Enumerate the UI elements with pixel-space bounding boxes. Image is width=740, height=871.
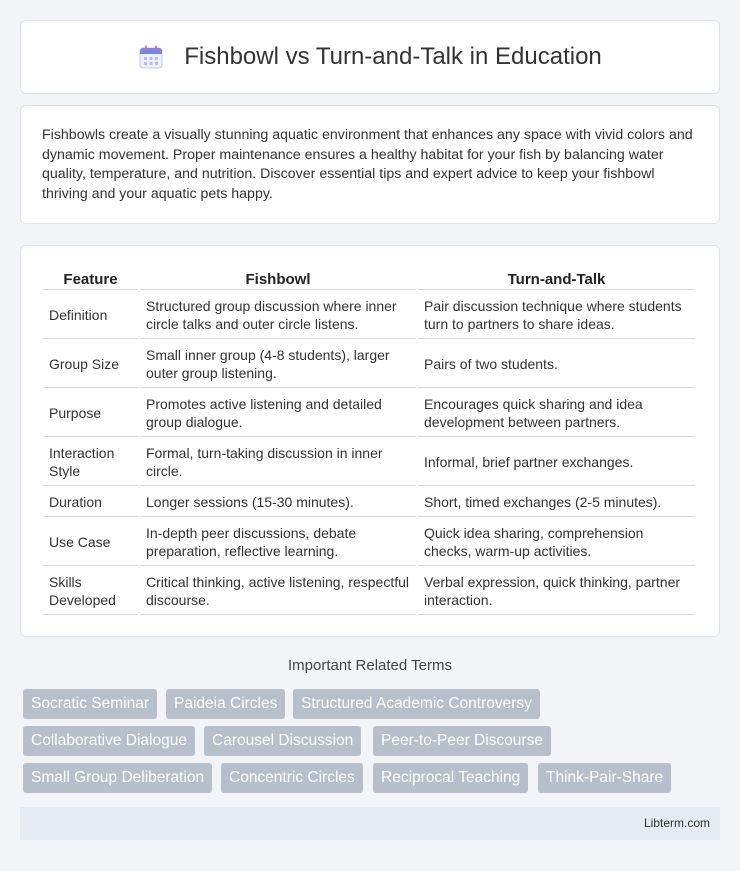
tag-peer-to-peer-discourse[interactable]: Peer-to-Peer Discourse bbox=[373, 726, 551, 756]
table-row bbox=[43, 566, 695, 615]
row-turn-and-talk: Quick idea sharing, comprehension checks, warm-up activities. bbox=[418, 517, 695, 566]
table-row bbox=[43, 437, 695, 486]
table-row bbox=[43, 290, 695, 339]
row-turn-and-talk: Short, timed exchanges (2-5 minutes). bbox=[418, 486, 695, 517]
header-turn-and-talk: Turn-and-Talk bbox=[418, 266, 695, 290]
intro-text: Fishbowls create a visually stunning aquatic environment that enhances any space with vivid colors and dynamic movement. Proper maintenance ensures a healthy habitat for your fish by balancing water quality, temperature, and nutrition. Discover essential tips and expert advice to keep your fishbowl thriving and your aquatic pets happy. bbox=[42, 127, 693, 202]
related-terms-title: Important Related Terms bbox=[288, 657, 452, 674]
intro-card bbox=[20, 105, 720, 224]
header-fishbowl: Fishbowl bbox=[140, 266, 416, 290]
row-feature: Group Size bbox=[43, 339, 138, 388]
row-fishbowl: Critical thinking, active listening, respectful discourse. bbox=[140, 566, 416, 615]
row-feature: Use Case bbox=[43, 517, 138, 566]
tag-concentric-circles[interactable]: Concentric Circles bbox=[221, 763, 363, 793]
table-row bbox=[43, 486, 695, 517]
row-fishbowl: Formal, turn-taking discussion in inner circle. bbox=[140, 437, 416, 486]
table-row bbox=[43, 517, 695, 566]
row-fishbowl: Small inner group (4-8 students), larger outer group listening. bbox=[140, 339, 416, 388]
row-feature: Skills Developed bbox=[43, 566, 138, 615]
row-fishbowl: Promotes active listening and detailed group dialogue. bbox=[140, 388, 416, 437]
footer bbox=[20, 807, 720, 840]
row-turn-and-talk: Encourages quick sharing and idea development between partners. bbox=[418, 388, 695, 437]
row-turn-and-talk: Verbal expression, quick thinking, partner interaction. bbox=[418, 566, 695, 615]
tag-structured-academic-controversy[interactable]: Structured Academic Controversy bbox=[293, 689, 540, 719]
table-header-row bbox=[43, 266, 695, 290]
tag-collaborative-dialogue[interactable]: Collaborative Dialogue bbox=[23, 726, 195, 756]
table-row bbox=[43, 388, 695, 437]
comparison-table bbox=[41, 266, 697, 615]
tag-socratic-seminar[interactable]: Socratic Seminar bbox=[23, 689, 157, 719]
tag-paideia-circles[interactable]: Paideia Circles bbox=[166, 689, 285, 719]
comparison-card bbox=[20, 245, 720, 637]
header-feature: Feature bbox=[43, 266, 138, 290]
tag-think-pair-share[interactable]: Think-Pair-Share bbox=[538, 763, 671, 793]
footer-site-link[interactable]: Libterm.com bbox=[643, 816, 710, 830]
row-feature: Purpose bbox=[43, 388, 138, 437]
row-fishbowl: Longer sessions (15-30 minutes). bbox=[140, 486, 416, 517]
calendar-icon bbox=[138, 44, 164, 70]
page-title: Fishbowl vs Turn-and-Talk in Education bbox=[184, 43, 602, 70]
row-turn-and-talk: Pairs of two students. bbox=[418, 339, 695, 388]
row-feature: Interaction Style bbox=[43, 437, 138, 486]
row-turn-and-talk: Pair discussion technique where students turn to partners to share ideas. bbox=[418, 290, 695, 339]
row-feature: Duration bbox=[43, 486, 138, 517]
tag-carousel-discussion[interactable]: Carousel Discussion bbox=[204, 726, 361, 756]
row-turn-and-talk: Informal, brief partner exchanges. bbox=[418, 437, 695, 486]
tag-small-group-deliberation[interactable]: Small Group Deliberation bbox=[23, 763, 212, 793]
row-fishbowl: In-depth peer discussions, debate preparation, reflective learning. bbox=[140, 517, 416, 566]
table-row bbox=[43, 339, 695, 388]
header-card bbox=[20, 20, 720, 94]
row-fishbowl: Structured group discussion where inner circle talks and outer circle listens. bbox=[140, 290, 416, 339]
tag-reciprocal-teaching[interactable]: Reciprocal Teaching bbox=[373, 763, 528, 793]
row-feature: Definition bbox=[43, 290, 138, 339]
